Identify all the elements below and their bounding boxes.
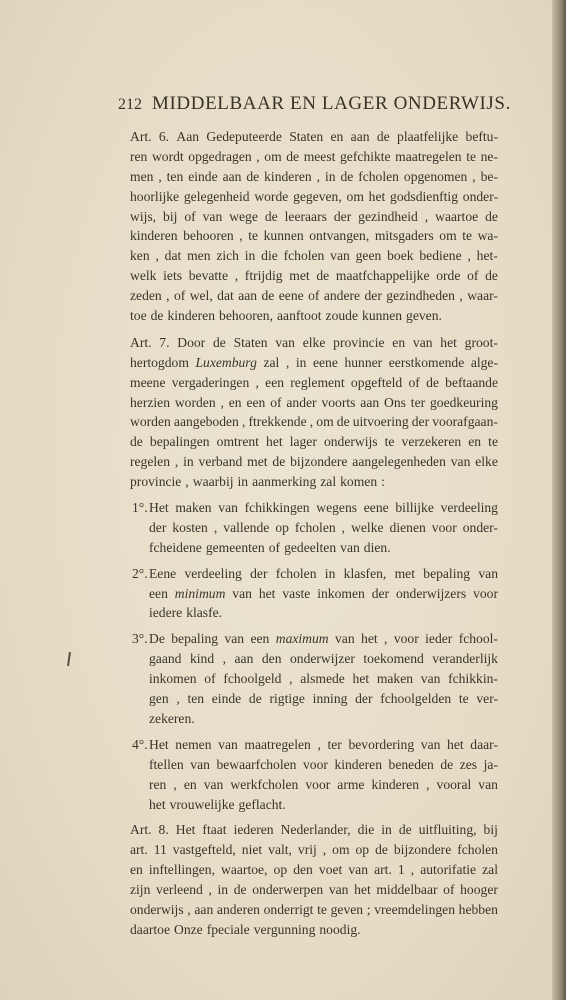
text-line: toe de kinderen behooren, aanftoot zoude kunnen geven. (130, 308, 442, 324)
text-line: inkomen of fchoolgeld , alsmede het maken van fchikkin- (149, 671, 498, 687)
text-line: herzien worden , en een of ander voorts aan Ons ter goedkeuring (130, 394, 498, 410)
text-line: iedere klasfe. (149, 605, 223, 621)
text-line: zeden , of wel, dat aan de eene of andere der gezindheden , waar- (130, 288, 498, 304)
text-line: gen , ten einde de rigtige inning der fchoolgelden te ver- (149, 691, 498, 707)
text-line: worden aangeboden , ftrekkende , om de uitvoering der voorafgaan- (130, 414, 498, 430)
text-line: zijn verleend , in de onderwerpen van het middelbaar of hooger (130, 882, 498, 898)
list-item: 2°. Eene verdeeling der fcholen in klasfen, met bepaling van een minimum van het vaste inkomen der onderwijzers voor iedere klasfe. (130, 564, 498, 624)
text-line: men , ten einde aan de kinderen , in de fcholen opgenomen , be- (130, 168, 498, 184)
text-line: en inftellingen, waartoe, op den voet van art. 1 , autorifatie zal (130, 862, 498, 878)
text-line: een minimum van het vaste inkomen der onderwijzers voor (149, 585, 498, 601)
text-line: De bepaling van een maximum van het , voor ieder fchool- (149, 631, 498, 647)
text-line: ftellen van bewaarfcholen voor kinderen beneden de zes ja- (149, 756, 498, 772)
text-line: gaand kind , aan den onderwijzer toekomend veranderlijk (149, 651, 498, 667)
text-line: Art. 7. Door de Staten van elke provincie en van het groot- (130, 334, 498, 350)
text-line: regelen , in verband met de bijzondere aangelegenheden van elke (130, 454, 498, 470)
running-head (118, 93, 511, 115)
text-line: hertogdom Luxemburg zal , in eene hunner eerstkomende alge- (130, 354, 498, 370)
text-line: Art. 6. Aan Gedeputeerde Staten en aan de plaatfelijke beftu- (130, 129, 498, 144)
text-line: der kosten , vallende op fcholen , welke dienen voor onder- (149, 519, 498, 535)
text-line: provincie , waarbij in aanmerking zal komen : (130, 474, 385, 490)
text-line: ren , en van werkfcholen voor arme kinderen , vooral van (149, 776, 498, 792)
text-line: daartoe Onze fpeciale vergunning noodig. (130, 921, 361, 937)
page-number: 212 (118, 96, 142, 113)
text-line: Art. 8. Het ftaat iederen Nederlander, die in de uitfluiting, bij (130, 822, 498, 838)
body-text (130, 127, 498, 940)
text-line: zekeren. (149, 710, 195, 726)
text-line: Het maken van fchikkingen wegens eene billijke verdeeling (149, 500, 498, 516)
text-line: ren wordt opgedragen , om de meest gefchikte maatregelen te ne- (130, 148, 498, 164)
text-line: het vrouwelijke geflacht. (149, 796, 286, 812)
text-line: wijs, bij of van wege de leeraars der gezindheid , waartoe de (130, 208, 498, 224)
page-title: MIDDELBAAR EN LAGER ONDERWIJS. (152, 93, 511, 114)
text-line: welk iets bevatte , ftrijdig met de maatfchappelijke orde of de (130, 268, 498, 284)
text-line: onderwijs , aan anderen onderrigt te geven ; vreemdelingen hebben (130, 901, 498, 917)
text-line: hoorlijke gelegenheid worde gegeven, om het godsdienftig onder- (130, 188, 498, 204)
list-item: 1°. Het maken van fchikkingen wegens eene billijke verdeeling der kosten , vallende op fcholen , welke dienen voor onder- fcheidene gemeenten of gedeelten van dien. (130, 498, 498, 558)
text-line: Het nemen van maatregelen , ter bevordering van het daar- (149, 736, 498, 752)
text-line: de bepalingen omtrent het lager onderwijs te verzekeren en te (130, 434, 498, 450)
text-line: art. 11 vastgefteld, niet valt, vrij , om op de bijzondere fcholen (130, 842, 498, 858)
text-line: fcheidene gemeenten of gedeelten van dien. (149, 539, 391, 555)
page-gutter-shadow (552, 0, 566, 1000)
text-line: meene vergaderingen , een reglement opgefteld of de beftaande (130, 374, 498, 390)
text-line: Eene verdeeling der fcholen in klasfen, met bepaling van (149, 565, 498, 581)
text-line: kinderen behooren , te kunnen ontvangen, mitsgaders om te wa- (130, 228, 498, 244)
list-item: 3°. De bepaling van een maximum van het , voor ieder fchool- gaand kind , aan den onderwijzer toekomend veranderlijk inkomen of fchoolgeld , alsmede het maken van fchikkin- gen , ten einde de rigtige inning der fchoolgelden te ver- zekeren. (130, 629, 498, 728)
text-line: ken , dat men zich in die fcholen van geen boek bediene , het- (130, 248, 498, 264)
margin-mark (67, 652, 71, 666)
list-item: 4°. Het nemen van maatregelen , ter bevordering van het daar- ftellen van bewaarfcholen voor kinderen beneden de zes ja- ren , en van werkfcholen voor arme kinderen , vooral van het vrouwelijke geflacht. (130, 735, 498, 815)
